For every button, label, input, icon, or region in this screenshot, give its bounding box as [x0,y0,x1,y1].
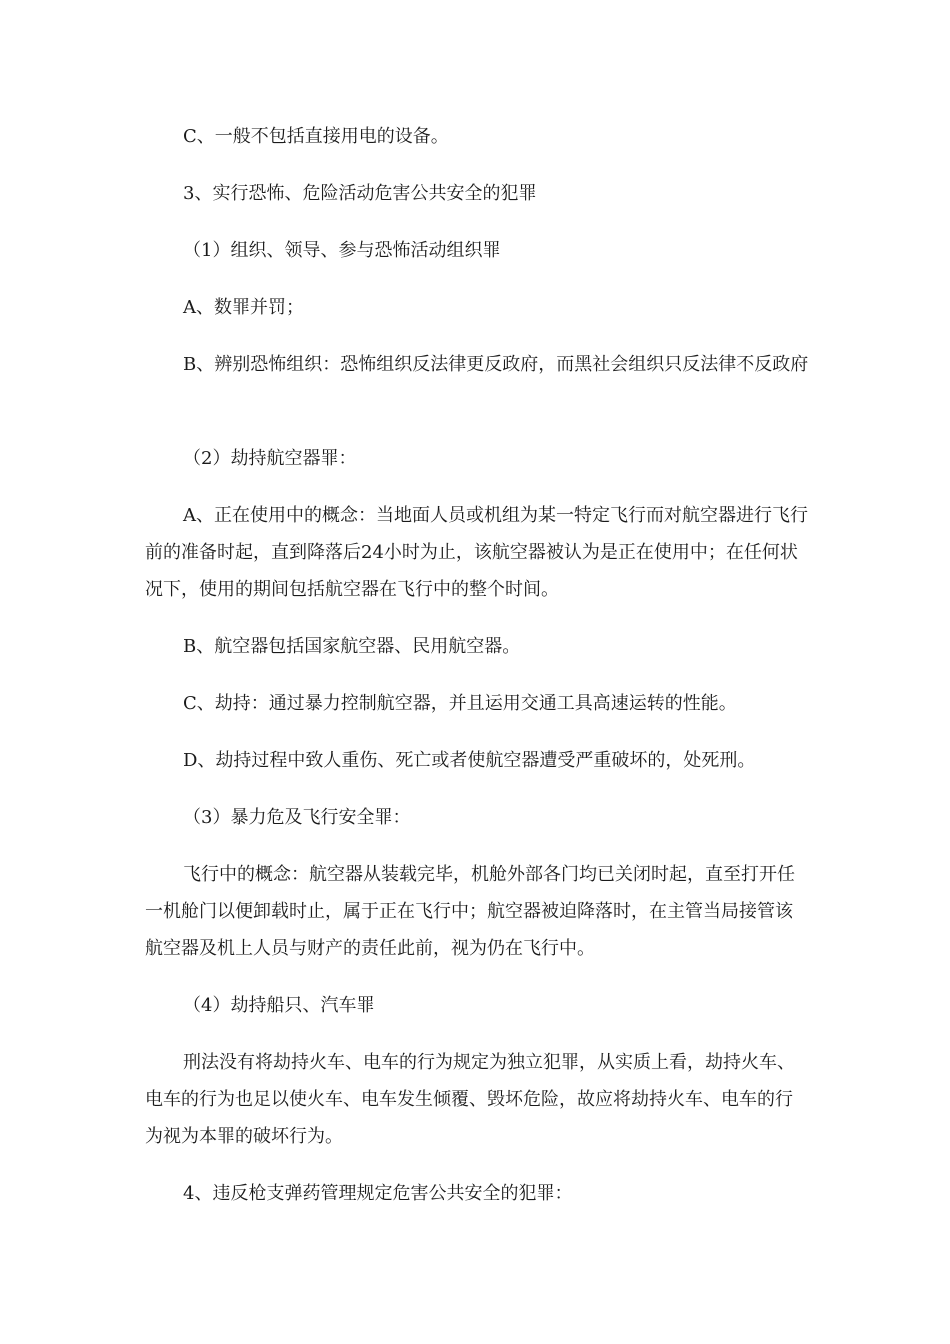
heading-3-flight-safety-crime: （3）暴力危及飞行安全罪： [183,807,411,828]
heading-2-hijack-aircraft: （2）劫持航空器罪： [183,448,357,469]
paragraph-b-identify-terror-org: B、辨别恐怖组织：恐怖组织反法律更反政府，而黑社会组织只反法律不反政府 [183,354,809,375]
paragraph-a-combined-punishment: A、数罪并罚； [183,297,304,318]
paragraph-in-flight-concept: 飞行中的概念：航空器从装载完毕，机舱外部各门均已关闭时起，直至打开任一机舱门以便卸载时止，属于正在飞行中；航空器被迫降落时，在主管当局接管该航空器及机上人员与财产的责任此前，视为仍在飞行中。 [145,864,795,959]
paragraph-a-in-use-concept: A、正在使用中的概念：当地面人员或机组为某一特定飞行而对航空器进行飞行前的准备时起，直到降落后24小时为止，该航空器被认为是正在使用中；在任何状况下，使用的期间包括航空器在飞行中的整个时间。 [145,505,808,600]
paragraph-c-electric-equipment: C、一般不包括直接用电的设备。 [183,126,449,147]
paragraph-d-death-penalty: D、劫持过程中致人重伤、死亡或者使航空器遭受严重破坏的，处死刑。 [183,750,756,771]
heading-4-firearms-crimes: 4、违反枪支弹药管理规定危害公共安全的犯罪： [183,1183,573,1204]
paragraph-c-hijack-definition: C、劫持：通过暴力控制航空器，并且运用交通工具高速运转的性能。 [183,693,737,714]
paragraph-train-tram-hijack: 刑法没有将劫持火车、电车的行为规定为独立犯罪，从实质上看，劫持火车、电车的行为也足以使火车、电车发生倾覆、毁坏危险，故应将劫持火车、电车的行为视为本罪的破坏行为。 [145,1052,795,1147]
heading-1-terror-organization-crime: （1）组织、领导、参与恐怖活动组织罪 [183,240,501,261]
heading-3-terror-danger-crimes: 3、实行恐怖、危险活动危害公共安全的犯罪 [183,183,537,204]
heading-4-hijack-ship-vehicle: （4）劫持船只、汽车罪 [183,995,375,1016]
paragraph-b-aircraft-types: B、航空器包括国家航空器、民用航空器。 [183,636,521,657]
